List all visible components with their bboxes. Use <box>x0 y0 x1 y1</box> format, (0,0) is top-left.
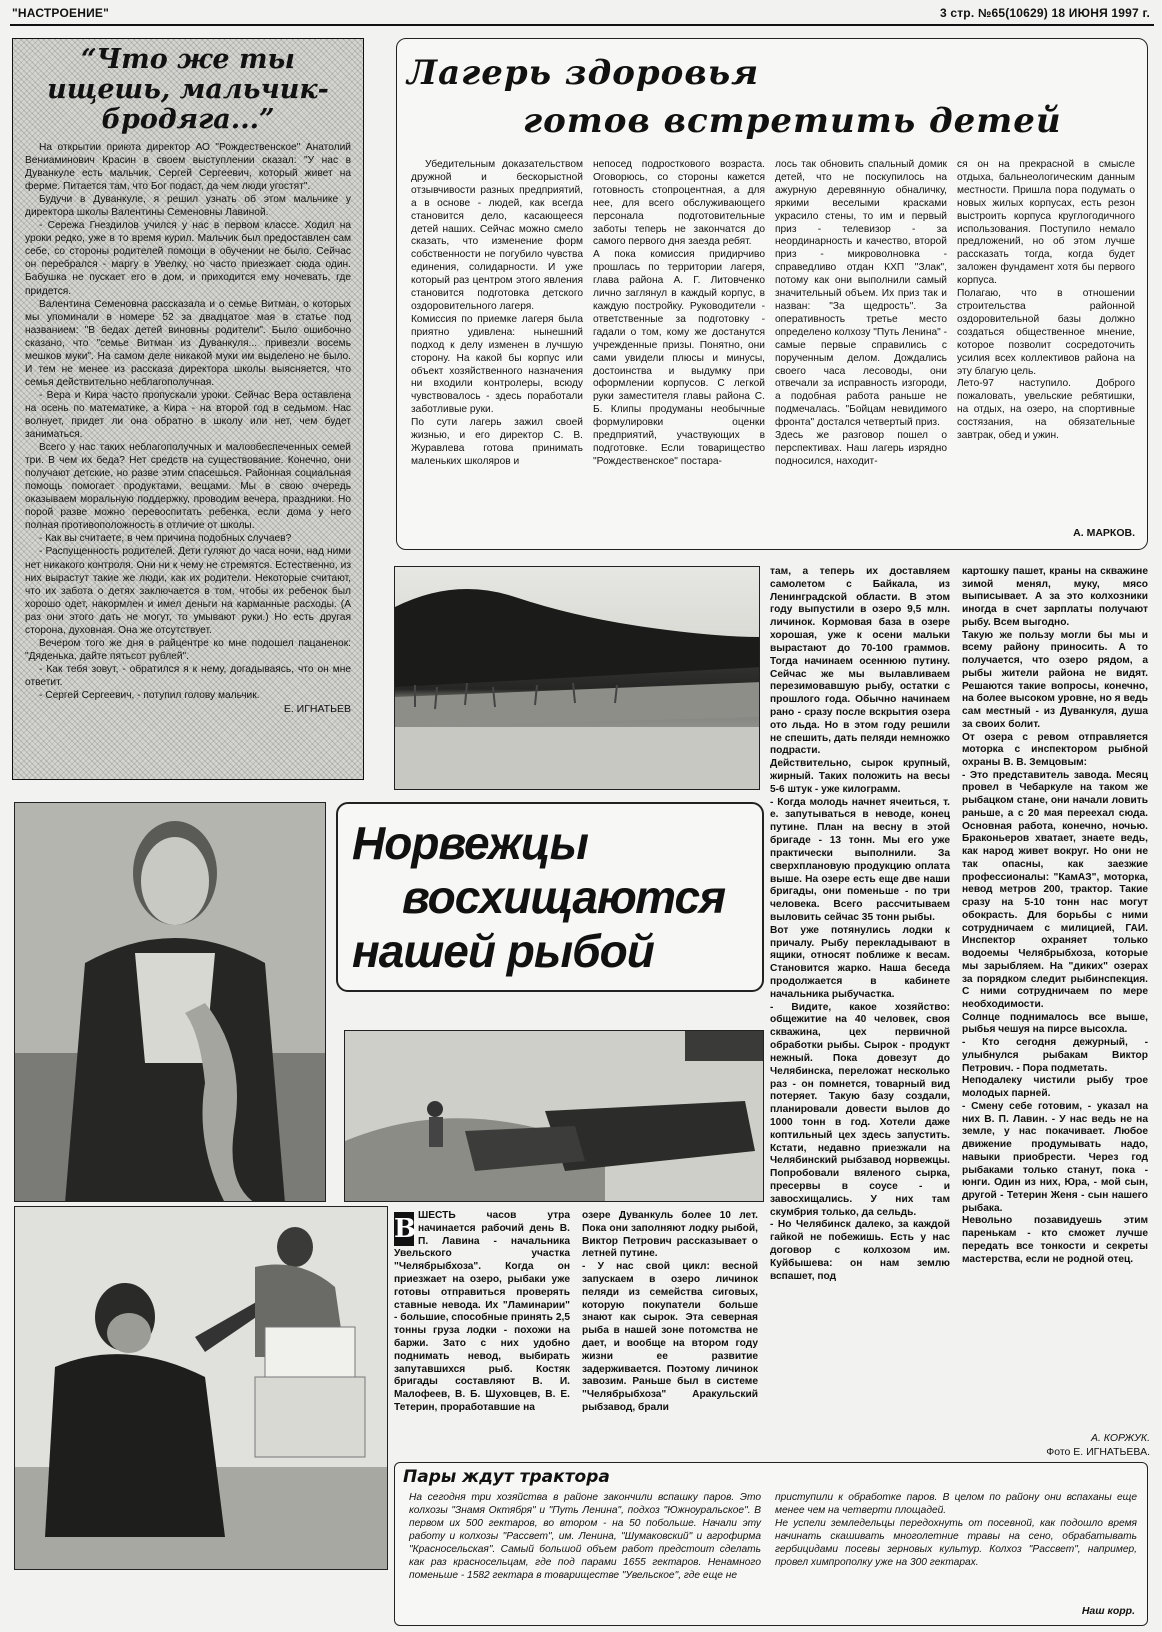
paragraph: - Сергей Сергеевич, - потупил голову мальчик. <box>39 689 260 701</box>
boats-photo <box>344 1030 764 1202</box>
fisherman-photo <box>14 802 326 1202</box>
paragraph: - Как тебя зовут, - обратился я к нему, догадываясь, что он мне ответит. <box>25 663 351 688</box>
paragraph: Будучи в Дуванкуле, я решил узнать об этом мальчике у директора школы Валентины Семеновны Лавиной. <box>25 194 351 219</box>
fallow-column-2: приступили к обработке паров. В целом по району они вспаханы еще менее чем на четверти площадей. Не успели земледельцы передохнуть от посевной, как подошло время начинать скашивать многолетние травы на сено, обрабатывать гербицидами посевы зерновых культур. Колхоз "Рассвет", например, провел химпрополку уже на 300 гектарах. <box>775 1492 1137 1568</box>
camp-title-line2: готов встретить детей <box>523 101 1062 141</box>
fishermen-cleaning-photo-image <box>15 1207 388 1570</box>
paragraph: - Вера и Кира часто пропускали уроки. Сейчас Вера оставлена на осень по математике, а Кира - на второй год в седьмом. Нас волнует, придет ли она обратно в школу или нет, чем будет заниматься. <box>25 389 351 441</box>
camp-column-2: непосед подросткового возраста. Оговорюсь, со стороны кажется готовность стопроцентная, а для нее, для всего обслуживающего персонала подготовительные заботы теперь не закончатся до самого первого дня заезда ребят. А пока комиссия придирчиво прошлась по территории лагеря, глава района А. Г. Литовченко лично заглянул в каждый корпус, в каждую постройку. Руководители - ответственные за подготовку - гадали о том, кому же достанутся учрежденные призы. Понятно, они сами увидели плюсы и минусы, достоинства и выдумку при оформлении корпусов. С легкой руки заместителя главы района С. Б. Клипы продуманы необычные формулировки оценки предприятий, участвующих в подготовке. Если товарищество "Рождественское" постара- <box>593 159 765 467</box>
article-boy-body <box>13 135 363 716</box>
lake-photo-image <box>395 567 760 790</box>
camp-column-1: Убедительным доказательством дружной и бескорыстной отзывчивости разных предприятий, а в основе - людей, как всегда становится дело, касающееся детей наших. Сейчас можно смело сказать, что изменение форм собственности не погубило чувства единения, солидарности. И уже который раз центром этого явления становится подготовка детского оздоровительного лагеря. Комиссия по приемке лагеря была приятно удивлена: нынешний подход к делу изменен в лучшую сторону. На какой бы корпус или объект хозяйственного назначения ни входили контролеры, всюду чувствовалось - здесь поработали заботливые руки. По сути лагерь зажил своей жизнью, и его директор С. В. Журавлева готова принимать маленьких школяров и <box>411 159 583 467</box>
camp-author: А. МАРКОВ. <box>1073 527 1135 539</box>
lake-photo <box>394 566 760 790</box>
article-boy-author: Е. ИГНАТЬЕВ <box>283 703 351 716</box>
norwegians-author: А. КОРЖУК. <box>1090 1432 1150 1444</box>
fallow-title: Пары ждут трактора <box>403 1467 610 1487</box>
norwegians-dropcap: В <box>394 1214 416 1244</box>
article-health-camp <box>396 38 1148 550</box>
norwegians-column-3: там, а теперь их доставляем самолетом с Байкала, из Ленинградской области. В этом году выпустили в озеро 9,5 млн. личинок. Кормовая база в озере хорошая, уже к осени мальки вырастают до 70-100 граммов. Тогда начинаем осеннюю путину. Сейчас же мы вылавливаем перезимовавшую рыбу, остатки с прошлого года. Обычно начинаем рано - сразу после вскрытия озера ото льда. Но в этом году решили не спешить, дать пеляди немножко подрасти. Действительно, сырок крупный, жирный. Таких положить на весы 5-6 штук - уже килограмм. - Когда молодь начнет ячеиться, т. е. запутываться в неводе, конец путине. План на весну в этой бригаде - 13 тонн. Мы его уже практически выполнили. За сверхплановую продукцию оплата выше. На озере есть еще две наши бригады, они поменьше - по три человека. Всего рассчитываем выловить сейчас 35 тонн рыбы. Вот уже потянулись лодки к причалу. Рыбу перекладывают в ящики, относят поближе к весам. Становится жарко. Наша беседа продолжается в кабинете начальника рыбучастка. - Видите, какое хозяйство: общежитие на 40 человек, своя скважина, цех первичной обработки рыбы. Сырок - продукт нежный. Пока довезут до Челябинска, переложат несколько раз - он помнется, товарный вид потеряет. Такую базу создали, планировали довести вылов до 1000 тонн в год. Хотели даже коптильный цех здесь запустить. Кстати, недавно приезжали на Челябинский рыбзавод норвежцы. Попробовали вяленого сырка, пресервы в соусе - и завосхищались. У них там скумбрия только, да сельдь. - Но Челябинск далеко, за каждой гайкой не побежишь. Есть у нас договор с колхозом им. Куйбышева: он нам землю вспашет, под <box>770 566 950 1282</box>
norwegians-column-1 <box>394 1210 570 1415</box>
paragraph: Вечером того же дня в райцентре ко мне подошел пацаненок: "Дяденька, дайте пятьсот рублей". <box>25 637 351 662</box>
camp-title-line1: Лагерь здоровья <box>407 53 760 93</box>
norwegians-column-2: озере Дуванкуль более 10 лет. Пока они заполняют лодку рыбой, Виктор Петрович рассказывает о летней путине. - У нас свой цикл: весной запускаем в озеро личинок пеляди из семейства сиговых, которую покупатели больше знают как сырок. Эта северная рыба в нашей зоне потомства не дает, и вообще на втором году жизни ее развитие задерживается. Поэтому личинок завозим. Раньше был в системе "Челябрыбхоза" Аракульский рыбзавод, брали <box>582 1210 758 1413</box>
norwegians-title-box <box>336 802 764 992</box>
paragraph: Валентина Семеновна рассказала и о семье Витман, о которых мы упоминали в номере 52 за двадцатое мая в статье под названием: "В бедах детей виновны родители". Было ошибочно сказано, что "семье Витман из Дуванкуля... привезли восемь мешков муки". На самом деле никакой муки им выделено не было. И тем не менее из рассказа директора школы выясняется, что семья действительно неблагополучная. <box>25 298 351 388</box>
paragraph: Всего у нас таких неблагополучных и малообеспеченных семей три. В чем их беда? Нет средств на существование. Конечно, они получают детские, но разве этим спасешься. Районная социальная помощь помогает продуктами, вещами. Мы в свою очередь оказываем моральную поддержку, проводим вечера, праздники. Но порой разве можно перевоспитать ребенка, если дома у него полная противоположность в отличие от школы. <box>25 442 351 532</box>
fisherman-photo-image <box>15 803 326 1202</box>
norwegians-column-4: картошку пашет, краны на скважине зимой менял, муку, мясо выписывает. А за это колхозники иногда в счет зарплаты получают рыбу. Всем выгодно. Такую же пользу могли бы мы и всему району приносить. А то получается, что озеро рядом, а рыбы жители района не видят. Решаются такие вопросы, конечно, на более высоком уровне, но я ведь сам местный - из Дуванкуля, душа за своих болит. От озера с ревом отправляется моторка с инспектором рыбной охраны В. В. Земцовым: - Это представитель завода. Месяц провел в Чебаркуле на таком же рыбацком стане, они начали ловить раньше, а с 20 мая переехал сюда. Основная работа, конечно, ночью. Браконьеров хватает, знаете ведь, как народ живет вокруг. Но они не так опасны, как заезжие профессионалы: "КамАЗ", моторка, невод метров 200, трактор. Такие сразу на 5-10 тонн нас могут обокрасть. Для борьбы с ними сотрудничаем с милицией, ГАИ. Инспектор охраняет только водоемы Челябрыбхоза, которые мы зарыбляем. На "диких" озерах за порядком следит рыбинспекция. С ними сотрудничаем по мере необходимости. Солнце поднималось все выше, рыбья чешуя на пирсе высохла. - Кто сегодня дежурный, - улыбнулся рыбакам Виктор Петрович. - Пора подметать. Неподалеку чистили рыбу трое молодых парней. - Смену себе готовим, - указал на них В. П. Лавин. - У нас ведь не на земле, у нас покачивает. Любое движение продумывать надо, навыки приобрести. Через год рыбаками только станут, пока - юнги. Один из них, Юра, - мой сын, другой - Тетерин Женя - сын нашего рыбака. Невольно позавидуешь этим паренькам - кто сможет лучше передать все тонкости и секреты мастерства, если не родной отец. <box>962 566 1148 1265</box>
norwegians-title-line3: нашей рыбой <box>352 925 654 977</box>
norwegians-title-line2: восхищаются <box>402 871 726 923</box>
boats-photo-image <box>345 1031 764 1202</box>
fishermen-cleaning-photo <box>14 1206 388 1570</box>
fallow-column-1: На сегодня три хозяйства в районе закончили вспашку паров. Это колхозы "Знамя Октября" и "Путь Ленина", подхоз "Южноуральское". В первом их 500 гектаров, во втором - на 50 побольше. Начали эту работу и колхозы "Рассвет", им. Ленина, "Шумаковский" и агрофирма "Красносельская". Самый большой объем работ предстоит сделать как раз красносельцам, где под парами 1655 гектаров. Ненамного поменьше - 1582 гектара в товариществе "Увельское", где еще не <box>409 1492 761 1581</box>
section-name: "НАСТРОЕНИЕ" <box>12 6 109 20</box>
article-boy-wanderer <box>12 38 364 780</box>
paragraph: - Как вы считаете, в чем причина подобных случаев? <box>39 533 292 545</box>
paragraph: - Сережа Гнездилов учился у нас в первом классе. Ходил на уроки редко, уже в то время курил. Мальчик был предоставлен сам себе, со стороны родителей помощи в обучении не было. Сейчас он перебрался - маргу в Увелку, но часто приезжает сюда один. Бабушка не пускает его в дом, и приходится ему ночевать, где придется. <box>25 220 351 297</box>
header-rule <box>10 24 1154 26</box>
camp-column-3: лось так обновить спальный домик детей, что не поскупилось на ажурную деревянную обналичку, яркими веселыми красками украсило стены, то им и первый приз - телевизор - за неординарность и качество, второй приз - микроволновка - справедливо отдан КХП "Злак", потому как они выполнили самый значительный объем. Их приз так и назван: "За щедрость". За оперативность третье место определено колхозу "Путь Ленина" - самые первые справились с порученным делом. Дождались своего часа лесоводы, они отвечали за исправность изгороди, а подобная работа раньше не подмечалась. "Бойцам невидимого фронта" достался четвертый приз. Здесь же разговор пошел о перспективах. Наш лагерь изрядно подносился, находит- <box>775 159 947 467</box>
norwegians-title-line1: Норвежцы <box>352 817 588 869</box>
page-info: 3 стр. №65(10629) 18 ИЮНЯ 1997 г. <box>939 6 1150 20</box>
fallow-author: Наш корр. <box>1081 1605 1135 1617</box>
article-boy-title: “Что же ты ищешь, мальчик-бродяга...” <box>47 44 329 135</box>
article-fallow-fields <box>394 1462 1148 1626</box>
camp-column-4: ся он на прекрасной в смысле отдыха, бальнеологическим данным местности. Пришла пора подумать о новых жилых корпусах, есть резон выстроить корпуса круглогодичного использования. Поступило немало предложений, но об этом лучше рассказать тогда, когда будет заложен фундамент хотя бы первого корпуса. Полагаю, что в отношении строительства районной оздоровительной базы должно создаться общественное мнение, которое позволит сосредоточить усилия всех коллективов района на эту благую цель. Лето-97 наступило. Доброго пожаловать, увельские ребятишки, на отдых, на озеро, на спортивные состязания, на обязательные завтрак, обед и ужин. <box>957 159 1135 442</box>
paragraph: - Распущенность родителей. Дети гуляют до часа ночи, над ними нет никакого контроля. Они ни к чему не стремятся. Естественно, из них вырастут такие же люди, как их родители. Некоторые считают, что их забота о детях заключается в том, чтобы их ребенок был хорошо одет, накормлен и имел деньги на карманные расходы. (А раз они этого дать не могут, то умывают руки.) Но есть другая сторона, духовная. Она же отсутствует. <box>25 546 351 636</box>
norwegians-lead-text: ШЕСТЬ часов утра начинается рабочий день В. П. Лавина - начальника Увельского участка "Челябрыбхоза". Когда он приезжает на озеро, рыбаки уже готовы отправиться проверять ставные невода. Их "Ламинарии" - большие, способные принять 2,5 тонны груза лодки - похожи на баржи. Зато с них удобно поднимать невод, выбирать запутавшихся рыб. Костяк бригады составляют В. И. Малофеев, В. Б. Шуховцев, В. Е. Тетерин, проработавшие на <box>394 1210 570 1413</box>
paragraph: На открытии приюта директор АО "Рождественское" Анатолий Вениаминович Красин в своем выступлении сказал: "У нас в Дуванкуле есть мальчик, Сергей Сергеевич, который живет на ферме. Питается там, что Бог подаст, да чем люди угостят". <box>25 142 351 193</box>
norwegians-photo-credit: Фото Е. ИГНАТЬЕВА. <box>1046 1446 1150 1458</box>
